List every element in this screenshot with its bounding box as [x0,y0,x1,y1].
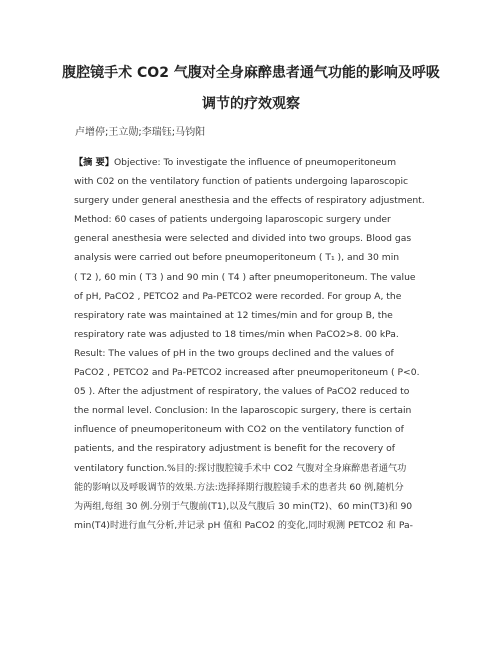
abstract-line-text: Result: The values of pH in the two groups declined and the values of [74,347,394,359]
abstract-line-text: Objective: To investigate the influence of pneumoperitoneum [113,157,397,168]
abstract-line [74,478,442,497]
abstract-line [74,459,442,478]
abstract-line [74,439,442,458]
abstract-line [74,210,442,229]
abstract-line-text: 05 ). After the adjustment of respiratory, the values of PaCO2 reduced to [74,386,410,398]
abstract-line-text: min(T4)时进行血气分析,并记录 pH 值和 PaCO2 的变化,同时观测 PETCO2 和 Pa- [74,519,413,531]
abstract-line [74,248,442,267]
abstract-line [74,153,442,172]
abstract-line [74,420,442,439]
abstract-line [74,191,442,210]
abstract-line-text: patients, and the respiratory adjustment is benefit for the recovery of [74,443,395,455]
abstract-line-text: general anesthesia were selected and divided into two groups. Blood gas [74,233,412,245]
abstract-line-text: of pH, PaCO2 , PETCO2 and Pa-PETCO2 were recorded. For group A, the [74,290,402,302]
abstract-line-text: 能的影响以及呼吸调节的效果.方法:选择择期行腹腔镜手术的患者共 60 例,随机分 [74,481,404,493]
abstract-line [74,382,442,401]
abstract-line [74,306,442,325]
title-line-1: 腹腔镜手术 CO2 气腹对全身麻醉患者通气功能的影响及呼吸 [62,65,440,81]
abstract-line [74,401,442,420]
paper-title [60,58,442,120]
abstract-line [74,229,442,248]
abstract-line [74,287,442,306]
abstract-line [74,516,442,535]
abstract-line-text: respiratory rate was adjusted to 18 times/min when PaCO2>8. 00 kPa. [74,328,399,340]
abstract [74,153,442,535]
abstract-line-text: surgery under general anesthesia and the effects of respiratory adjustment. [74,195,425,207]
abstract-line-text: analysis were carried out before pneumoperitoneum ( T₁ ), and 30 min [74,252,400,264]
abstract-line [74,497,442,516]
abstract-line-text: 为两组,每组 30 例.分别于气腹前(T1),以及气腹后 30 min(T2)、60 min(T3)和 90 [74,500,413,512]
abstract-label: 【摘 要】 [74,157,114,168]
abstract-line-text: with C02 on the ventilatory function of patients undergoing laparoscopic [74,176,409,188]
abstract-line [74,325,442,344]
abstract-line-text: respiratory rate was maintained at 12 times/min and for group B, the [74,309,393,321]
abstract-line-text: Method: 60 cases of patients undergoing laparoscopic surgery under [74,214,391,226]
title-line-2: 调节的疗效观察 [202,96,300,112]
abstract-line [74,268,442,287]
abstract-line-text: ( T2 ), 60 min ( T3 ) and 90 min ( T4 ) after pneumoperitoneum. The value [74,271,416,283]
abstract-line-text: ventilatory function.%目的:探讨腹腔镜手术中 CO2 气腹对全身麻醉患者通气功 [74,462,407,474]
abstract-line-text: the normal level. Conclusion: In the laparoscopic surgery, there is certain [74,405,412,417]
abstract-line [74,344,442,363]
abstract-line-text: influence of pneumoperitoneum with CO2 on the ventilatory function of [74,424,404,436]
abstract-line [74,363,442,382]
author-list: 卢增停;王立勋;李瑞钰;马钧阳 [75,127,206,138]
abstract-line-text: PaCO2 , PETCO2 and Pa-PETCO2 increased after pneumoperitoneum ( P<0. [74,367,420,379]
abstract-line [74,172,442,191]
